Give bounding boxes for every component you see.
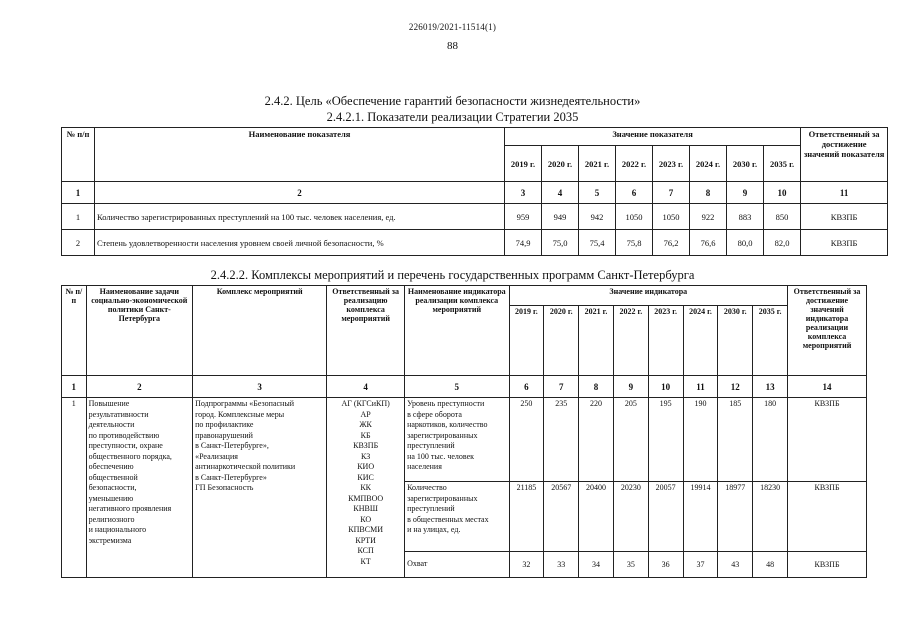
indicator-name: Количество зарегистрированных преступлений на 100 тыс. человек населения, ед. <box>95 204 505 230</box>
index-cell: 4 <box>542 182 579 204</box>
value-cell: 20400 <box>579 482 614 552</box>
year-header: 2022 г. <box>616 146 653 182</box>
col-resp-impl-header: Ответственный за реализацию комплекса мероприятий <box>327 286 405 376</box>
responsible-impl-cell: АГ (КГСиКП) АР ЖК КБ КВЗПБ КЗ КИО КИС КК КМПВОО КНВШ КО КПВСМИ КРТИ КСП КТ <box>327 398 405 578</box>
complexes-table <box>61 285 867 578</box>
value-cell: 75,0 <box>542 230 579 256</box>
value-cell: 959 <box>505 204 542 230</box>
value-cell: 1050 <box>616 204 653 230</box>
year-header: 2024 г. <box>683 306 718 376</box>
value-cell: 185 <box>718 398 753 482</box>
index-cell: 14 <box>788 376 867 398</box>
year-header: 2024 г. <box>690 146 727 182</box>
value-cell: 235 <box>544 398 579 482</box>
index-cell: 10 <box>648 376 683 398</box>
value-cell: 20230 <box>613 482 648 552</box>
value-cell: 80,0 <box>727 230 764 256</box>
col-resp-header: Ответственный за достижение значений индикатора реализации комплекса мероприятий <box>788 286 867 376</box>
index-cell: 8 <box>579 376 614 398</box>
year-header: 2020 г. <box>542 146 579 182</box>
value-cell: 922 <box>690 204 727 230</box>
value-cell: 195 <box>648 398 683 482</box>
value-cell: 33 <box>544 552 579 578</box>
value-cell: 220 <box>579 398 614 482</box>
col-indicator-header: Наименование индикатора реализации комплекса мероприятий <box>405 286 509 376</box>
value-cell: 205 <box>613 398 648 482</box>
indicator-name: Количество зарегистрированных преступлений в общественных местах и на улицах, ед. <box>405 482 509 552</box>
index-cell: 2 <box>86 376 193 398</box>
index-cell: 9 <box>727 182 764 204</box>
value-cell: 76,6 <box>690 230 727 256</box>
value-cell: 18230 <box>753 482 788 552</box>
responsible-cell: КВЗПБ <box>788 398 867 482</box>
indicator-name: Уровень преступности в сфере оборота наркотиков, количество зарегистрированных преступлений на 100 тыс. человек населения <box>405 398 509 482</box>
value-cell: 250 <box>509 398 544 482</box>
task-cell: Повышение результативности деятельности по противодействию преступности, охране общественного порядка, обеспечению общественной безопасности, уменьшению негативного проявления религиозного и национального экстремизма <box>86 398 193 578</box>
value-cell: 18977 <box>718 482 753 552</box>
year-header: 2023 г. <box>648 306 683 376</box>
row-number: 2 <box>62 230 95 256</box>
index-cell: 3 <box>193 376 327 398</box>
year-header: 2019 г. <box>509 306 544 376</box>
value-cell: 850 <box>764 204 801 230</box>
value-cell: 21185 <box>509 482 544 552</box>
value-cell: 19914 <box>683 482 718 552</box>
goal-heading: 2.4.2. Цель «Обеспечение гарантий безопасности жизнедеятельности» <box>264 94 641 108</box>
value-cell: 37 <box>683 552 718 578</box>
indicator-name: Охват <box>405 552 509 578</box>
index-cell: 1 <box>62 376 87 398</box>
year-header: 2021 г. <box>579 146 616 182</box>
responsible-cell: КВЗПБ <box>801 230 888 256</box>
index-cell: 1 <box>62 182 95 204</box>
index-cell: 7 <box>653 182 690 204</box>
index-cell: 6 <box>509 376 544 398</box>
index-cell: 11 <box>683 376 718 398</box>
responsible-cell: КВЗПБ <box>788 482 867 552</box>
value-cell: 20057 <box>648 482 683 552</box>
table-row <box>62 398 867 482</box>
page-number: 88 <box>447 40 458 52</box>
index-cell: 9 <box>613 376 648 398</box>
value-cell: 883 <box>727 204 764 230</box>
col-resp-header: Ответственный за достижение значений показателя <box>801 128 888 182</box>
index-cell: 11 <box>801 182 888 204</box>
index-cell: 6 <box>616 182 653 204</box>
value-cell: 190 <box>683 398 718 482</box>
year-header: 2019 г. <box>505 146 542 182</box>
value-cell: 75,8 <box>616 230 653 256</box>
value-cell: 75,4 <box>579 230 616 256</box>
value-cell: 180 <box>753 398 788 482</box>
value-cell: 32 <box>509 552 544 578</box>
index-row <box>62 376 867 398</box>
value-cell: 76,2 <box>653 230 690 256</box>
value-cell: 1050 <box>653 204 690 230</box>
index-row <box>62 182 888 204</box>
index-cell: 4 <box>327 376 405 398</box>
col-complex-header: Комплекс мероприятий <box>193 286 327 376</box>
index-cell: 3 <box>505 182 542 204</box>
indicators-heading: 2.4.2.1. Показатели реализации Стратегии 2035 <box>326 110 579 124</box>
complex-cell: Подпрограммы «Безопасный город. Комплексные меры по профилактике правонарушений в Санкт-Петербурге», «Реализация антинаркотической политики в Санкт-Петербурге» ГП Безопасность <box>193 398 327 578</box>
value-cell: 48 <box>753 552 788 578</box>
complexes-heading: 2.4.2.2. Комплексы мероприятий и перечень государственных программ Санкт-Петербурга <box>210 268 695 282</box>
index-cell: 10 <box>764 182 801 204</box>
index-cell: 5 <box>405 376 509 398</box>
row-number: 1 <box>62 204 95 230</box>
col-value-header: Значение показателя <box>505 128 801 146</box>
indicators-table <box>61 127 888 256</box>
table-row <box>62 204 888 230</box>
year-header: 2022 г. <box>613 306 648 376</box>
value-cell: 942 <box>579 204 616 230</box>
year-header: 2030 г. <box>718 306 753 376</box>
value-cell: 34 <box>579 552 614 578</box>
index-cell: 8 <box>690 182 727 204</box>
col-task-header: Наименование задачи социально-экономической политики Санкт-Петербурга <box>86 286 193 376</box>
table-row <box>62 230 888 256</box>
index-cell: 7 <box>544 376 579 398</box>
col-name-header: Наименование показателя <box>95 128 505 182</box>
document-number: 226019/2021-11514(1) <box>408 22 497 32</box>
index-cell: 12 <box>718 376 753 398</box>
year-header: 2035 г. <box>764 146 801 182</box>
index-cell: 5 <box>579 182 616 204</box>
index-cell: 13 <box>753 376 788 398</box>
year-header: 2021 г. <box>579 306 614 376</box>
col-num-header: № п/п <box>62 286 87 376</box>
value-cell: 74,9 <box>505 230 542 256</box>
year-header: 2035 г. <box>753 306 788 376</box>
index-cell: 2 <box>95 182 505 204</box>
year-header: 2020 г. <box>544 306 579 376</box>
responsible-cell: КВЗПБ <box>788 552 867 578</box>
col-num-header: № п/п <box>62 128 95 182</box>
value-cell: 35 <box>613 552 648 578</box>
row-number: 1 <box>62 398 87 578</box>
value-cell: 43 <box>718 552 753 578</box>
value-cell: 949 <box>542 204 579 230</box>
year-header: 2030 г. <box>727 146 764 182</box>
indicator-name: Степень удовлетворенности населения уровнем своей личной безопасности, % <box>95 230 505 256</box>
responsible-cell: КВЗПБ <box>801 204 888 230</box>
col-value-header: Значение индикатора <box>509 286 788 306</box>
value-cell: 20567 <box>544 482 579 552</box>
value-cell: 36 <box>648 552 683 578</box>
year-header: 2023 г. <box>653 146 690 182</box>
value-cell: 82,0 <box>764 230 801 256</box>
